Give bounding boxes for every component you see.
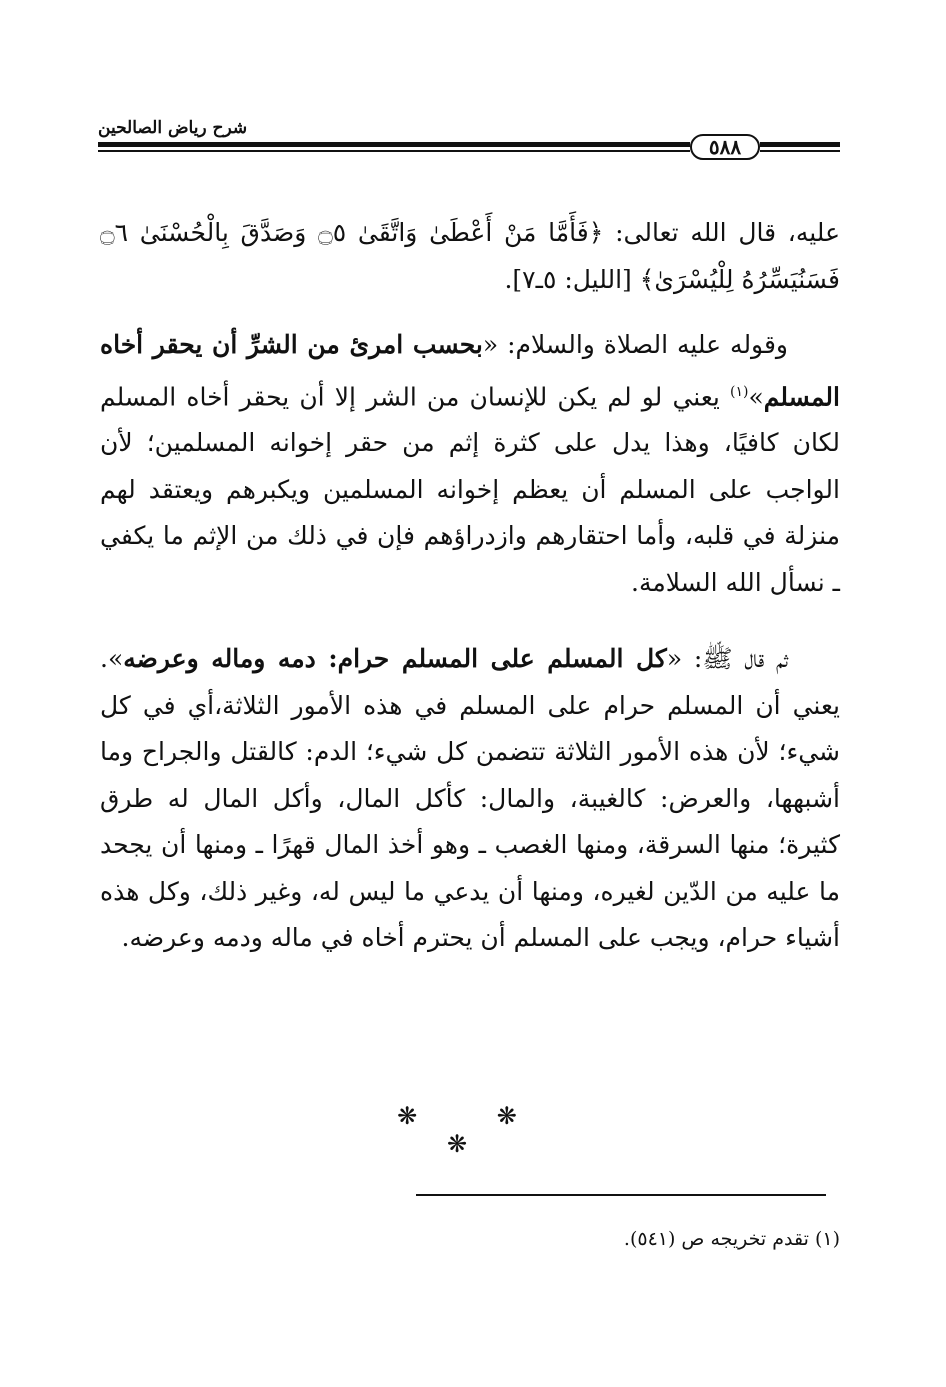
paragraph-hadith-2 — [100, 636, 840, 962]
hadith-2-explanation: يعني أن المسلم حرام على المسلم في هذه الأمور الثلاثة،أي في كل شيء؛ لأن هذه الأمور الثلاثة تتضمن كل شيء؛ الدم: كالقتل والجراح وما أشبهها، والعرض: كالغيبة، والمال: كأكل المال، وأكل المال له طرق كثيرة؛ منها السرقة، ومنها الغصب ـ وهو أخذ المال قهرًا ـ ومنها أن يجحد ما عليه من الدّين لغيره، ومنها أن يدعي ما ليس له، وغير ذلك، وكل هذه أشياء حرام، ويجب على المسلم أن يحترم أخاه في ماله ودمه وعرضه. — [100, 690, 840, 952]
paragraph-hadith-1 — [100, 322, 840, 606]
header-rule-right-thin — [760, 150, 840, 152]
running-header-title: شرح رياض الصالحين — [98, 118, 248, 138]
paragraph-hadith-1-text — [100, 322, 840, 606]
hadith-1-quote: بحسب امرئ من الشرِّ أن يحقر أخاه المسلم — [100, 330, 840, 411]
footnote-rule — [416, 1194, 826, 1196]
hadith-1-close: » — [748, 381, 764, 411]
footnote-marker: (١) — [730, 383, 749, 400]
hadith-1-intro: وقوله عليه الصلاة والسلام: « — [482, 330, 788, 359]
hadith-2-close: ». — [100, 644, 124, 673]
verse-text: عليه، قال الله تعالى: ﴿فَأَمَّا مَنْ أَعْطَىٰ وَاتَّقَىٰ ۝٥ وَصَدَّقَ بِالْحُسْنَىٰ ۝٦ فَسَنُيَسِّرُهُ لِلْيُسْرَىٰ﴾ [الليل: ٥ـ٧]. — [100, 218, 840, 294]
page-number-badge: ٥٨٨ — [690, 134, 760, 160]
footnote-text: (١) تقدم تخريجه ص (٥٤١). — [623, 1228, 840, 1250]
hadith-2-quote: كل المسلم على المسلم حرام: دمه وماله وعرضه — [123, 644, 667, 673]
hadith-1-explanation: يعني لو لم يكن للإنسان من الشر إلا أن يحقر أخاه المسلم لكان كافيًا، وهذا يدل على كثرة إثم من حقر إخوانه المسلمين؛ لأن الواجب على المسلم أن يعظم إخوانه المسلمين ويكبرهم ويعتقد لهم منزلة في قلبه، وأما احتقارهم وازدراؤهم فإن في ذلك من الإثم ما يكفي ـ نسأل الله السلامة. — [100, 381, 840, 597]
paragraph-verse — [100, 210, 840, 303]
header-rule-right-thick — [760, 142, 840, 147]
header-rule-thick — [98, 142, 690, 147]
paragraph-hadith-2-text — [100, 636, 840, 962]
section-separator-stars: ❋ ❋ ❋ — [397, 1102, 553, 1158]
hadith-2-intro: ثم قال ﷺ: « — [666, 644, 788, 673]
header-rule-thin — [98, 150, 690, 152]
